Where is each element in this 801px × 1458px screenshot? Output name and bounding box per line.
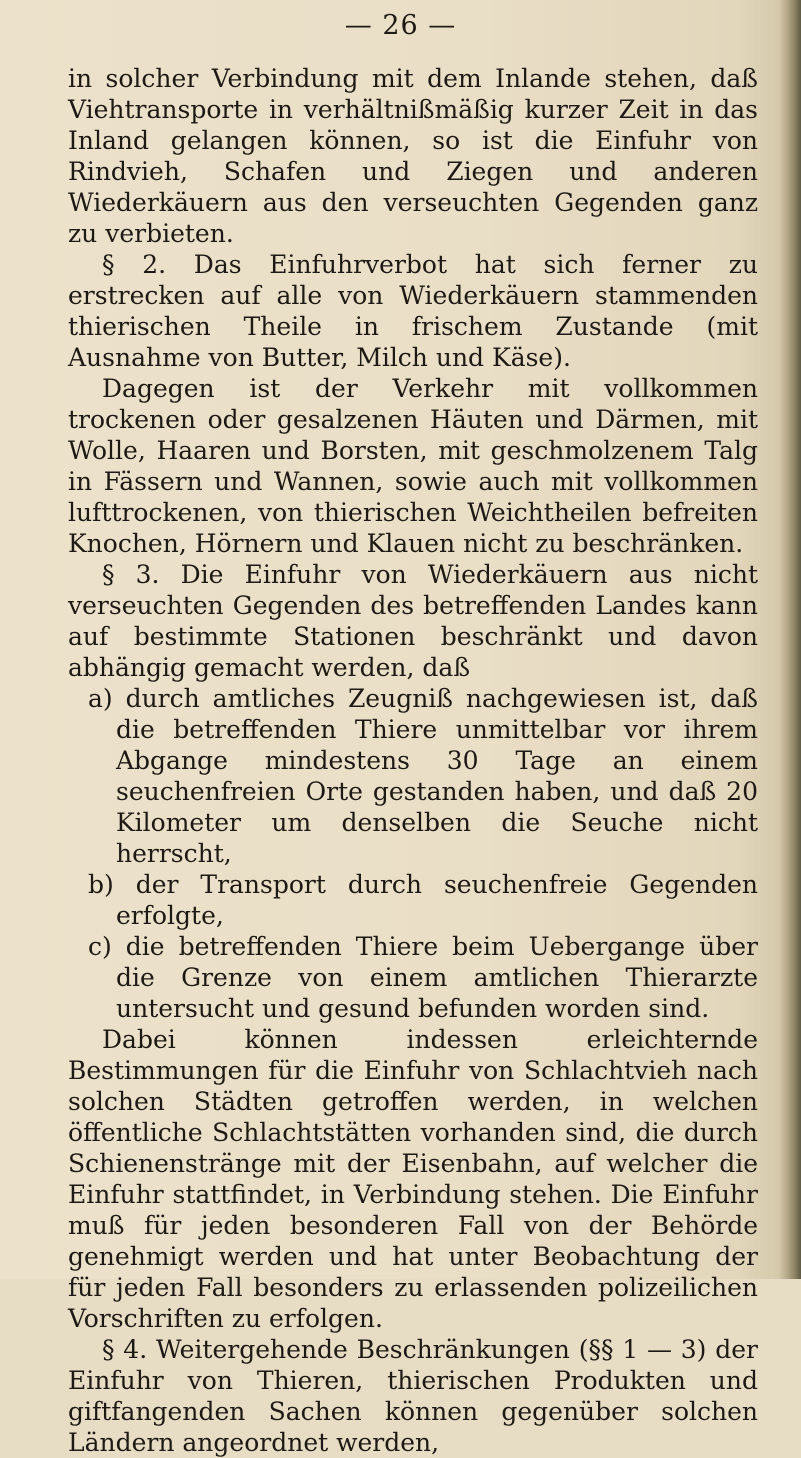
body-paragraph: Dagegen ist der Verkehr mit vollkommen trockenen oder gesalzenen Häuten und Därmen, mit Wolle, Haaren und Borsten, mit geschmolzenem Talg in Fässern und Wannen, sowie auch mit vollkommen lufttrockenen, von thierischen Weichtheilen befreiten Knochen, Hörnern und Klauen nicht zu beschränken. — [68, 374, 758, 558]
body-paragraph: Dabei können indessen erleichternde Bestimmungen für die Einfuhr von Schlachtvieh nach solchen Städten getroffen werden, in welchen öffentliche Schlachtstätten vorhanden sind, die durch Schienenstränge mit der Eisenbahn, auf welcher die Einfuhr stattfindet, in Verbindung stehen. Die Einfuhr muß für jeden besonderen Fall von der Behörde genehmigt werden und hat unter Beobachtung der für jeden Fall besonders zu erlassenden polizeilichen Vorschriften zu erfolgen. — [68, 1025, 758, 1333]
page-body-text — [68, 63, 758, 1458]
section-4-paragraph: § 4. Weitergehende Beschränkungen (§§ 1 — 3) der Einfuhr von Thieren, thierischen Produkten und giftfangenden Sachen können gegenüber solchen Ländern angeordnet werden, — [68, 1335, 758, 1457]
page-edge-shadow — [779, 0, 801, 1279]
section-3-paragraph: § 3. Die Einfuhr von Wiederkäuern aus nicht verseuchten Gegenden des betreffenden Landes kann auf bestimmte Stationen beschränkt und davon abhängig gemacht werden, daß — [68, 560, 758, 682]
section-2-paragraph: § 2. Das Einfuhrverbot hat sich ferner zu erstrecken auf alle von Wiederkäuern stammenden thierischen Theile in frischem Zustande (mit Ausnahme von Butter, Milch und Käse). — [68, 250, 758, 372]
page-number: — 26 — — [344, 10, 457, 41]
list-item-b: b) der Transport durch seuchenfreie Gegenden erfolgte, — [88, 870, 758, 930]
list-item-c: c) die betreffenden Thiere beim Uebergange über die Grenze von einem amtlichen Thierarzte untersucht und gesund befunden worden sind. — [88, 932, 758, 1023]
paragraph-continuation: in solcher Verbindung mit dem Inlande stehen, daß Viehtransporte in verhältnißmäßig kurzer Zeit in das Inland gelangen können, so ist die Einfuhr von Rindvieh, Schafen und Ziegen und anderen Wiederkäuern aus den verseuchten Gegenden ganz zu verbieten. — [68, 64, 758, 248]
list-item-a: a) durch amtliches Zeugniß nachgewiesen ist, daß die betreffenden Thiere unmittelbar vor ihrem Abgange mindestens 30 Tage an einem seuchenfreien Orte gestanden haben, und daß 20 Kilometer um denselben die Seuche nicht herrscht, — [88, 684, 758, 868]
